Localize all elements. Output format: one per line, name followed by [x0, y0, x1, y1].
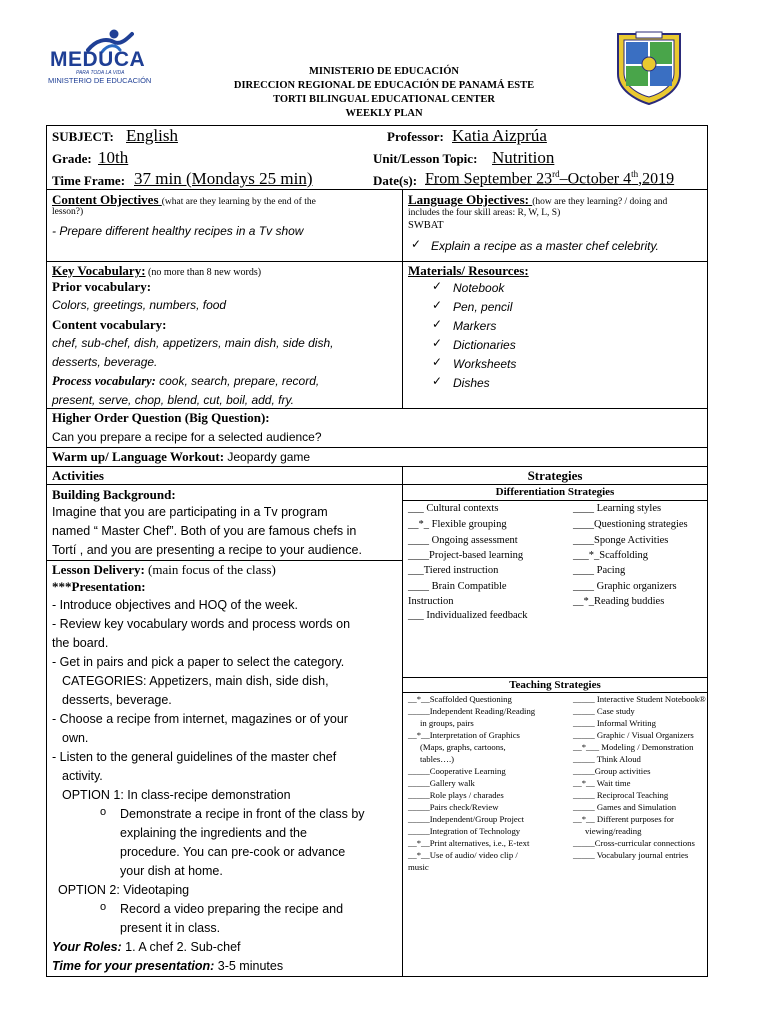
teaching-item: (Maps, graphs, cartoons, [420, 742, 506, 752]
building-line-1: Imagine that you are participating in a Tv program [52, 505, 328, 519]
professor-label: Professor: [387, 129, 444, 144]
strategies-header: Strategies [527, 468, 583, 483]
teaching-item: _____ Vocabulary journal entries [573, 850, 689, 860]
lesson-line: Record a video preparing the recipe and [120, 902, 344, 916]
lesson-line: CATEGORIES: Appetizers, main dish, side dish, [62, 674, 329, 688]
lesson-line: - Choose a recipe from internet, magazines or of your [52, 712, 348, 726]
teaching-item: __*__Scaffolded Questioning [408, 694, 512, 704]
teaching-item: _____Gallery walk [408, 778, 475, 788]
differentiation-item: ____ Ongoing assessment [408, 535, 518, 546]
lesson-line: present it in class. [120, 921, 221, 935]
teaching-title: Teaching Strategies [509, 679, 601, 691]
subject-label: SUBJECT: [52, 129, 114, 144]
logo-wordmark: MEDUCA [50, 48, 146, 71]
teaching-item: _____ Informal Writing [573, 718, 656, 728]
checkmark-icon: ✓ [432, 336, 443, 350]
bullet-o: o [100, 901, 107, 913]
differentiation-item: ____ Learning styles [573, 503, 662, 514]
lesson-line: activity. [62, 769, 103, 783]
lesson-line: the board. [52, 636, 109, 650]
header-line-1: MINISTERIO DE EDUCACIÓN [309, 66, 459, 77]
differentiation-item: ____ Brain Compatible [408, 581, 507, 592]
differentiation-item: ____ Pacing [573, 565, 626, 576]
teaching-item: __*__ Wait time [573, 778, 631, 788]
prior-vocabulary-value: Colors, greetings, numbers, food [52, 298, 227, 312]
dates-value: From September 23rd–October 4th,2019 [425, 169, 675, 188]
differentiation-item: __*_Reading buddies [573, 596, 665, 607]
content-objectives-title: Content Objectives (what are they learning by the end of the [52, 192, 316, 207]
professor-value: Katia Aizprúa [452, 126, 547, 145]
checkmark-icon: ✓ [432, 279, 443, 293]
content-objective-item: - Prepare different healthy recipes in a Tv show [52, 224, 304, 238]
lesson-line: procedure. You can pre-cook or advance [120, 845, 346, 859]
topic-value: Nutrition [492, 148, 555, 167]
lesson-line: own. [62, 731, 89, 745]
lesson-line: - Get in pairs and pick a paper to select the category. [52, 655, 345, 669]
teaching-item: _____ Think Aloud [573, 754, 641, 764]
hoq-question: Can you prepare a recipe for a selected audience? [52, 430, 322, 444]
teaching-item: __*__Print alternatives, i.e., E-text [408, 838, 530, 848]
teaching-item: _____Cross-curricular connections [573, 838, 695, 848]
roles: Your Roles: 1. A chef 2. Sub-chef [52, 940, 241, 954]
content-vocabulary-label: Content vocabulary: [52, 317, 167, 332]
differentiation-item: __*_ Flexible grouping [408, 519, 507, 530]
differentiation-item: ___Tiered instruction [408, 565, 499, 576]
content-objectives-note: lesson?) [52, 207, 84, 217]
differentiation-item: ___ Cultural contexts [408, 503, 499, 514]
language-objectives-note: includes the four skill areas: R, W, L, S) [408, 208, 561, 218]
teaching-item: _____Independent/Group Project [408, 814, 525, 824]
subject-value: English [126, 126, 178, 145]
meduca-logo [46, 28, 166, 88]
checkmark-icon: ✓ [432, 317, 443, 331]
lesson-line: - Listen to the general guidelines of the master chef [52, 750, 337, 764]
teaching-item: _____ Graphic / Visual Organizers [573, 730, 694, 740]
teaching-item: _____Group activities [573, 766, 651, 776]
checkmark-icon: ✓ [411, 237, 422, 251]
logo-tagline: PARA TODA LA VIDA [76, 70, 125, 76]
materials-item: Dishes [453, 376, 490, 390]
teaching-item: _____ Games and Simulation [573, 802, 677, 812]
language-objective-item: Explain a recipe as a master chef celebrity. [431, 239, 659, 253]
teaching-item: __*__Interpretation of Graphics [408, 730, 520, 740]
building-background-title: Building Background: [52, 487, 176, 502]
building-line-2: named “ Master Chef”. Both of you are famous chefs in [52, 524, 357, 538]
lesson-line: desserts, beverage. [62, 693, 172, 707]
building-line-3: Tortí , and you are presenting a recipe to your audience. [52, 543, 362, 557]
teaching-item: _____Pairs check/Review [408, 802, 499, 812]
presentation-time: Time for your presentation: 3-5 minutes [52, 959, 284, 973]
materials-item: Markers [453, 319, 497, 333]
language-objectives-title: Language Objectives: (how are they learning? / doing and [408, 192, 668, 207]
differentiation-item: ____ Graphic organizers [573, 581, 677, 592]
differentiation-item: ____Sponge Activities [573, 535, 669, 546]
header-line-3: TORTI BILINGUAL EDUCATIONAL CENTER [273, 94, 495, 105]
timeframe-label: Time Frame: [52, 173, 126, 188]
lesson-line: your dish at home. [120, 864, 223, 878]
teaching-item: _____Cooperative Learning [408, 766, 506, 776]
checkmark-icon: ✓ [432, 374, 443, 388]
content-vocabulary-line-2: desserts, beverage. [52, 355, 158, 369]
teaching-item: _____ Reciprocal Teaching [573, 790, 669, 800]
lesson-line: - Introduce objectives and HOQ of the week. [52, 598, 298, 612]
materials-title: Materials/ Resources: [408, 263, 529, 278]
materials-item: Notebook [453, 281, 505, 295]
differentiation-item: Instruction [408, 596, 454, 607]
teaching-item: _____Independent Reading/Reading [408, 706, 536, 716]
differentiation-title: Differentiation Strategies [495, 486, 615, 498]
content-vocabulary-line-1: chef, sub-chef, dish, appetizers, main dish, side dish, [52, 336, 334, 350]
swbat-label: SWBAT [408, 220, 444, 231]
checkmark-icon: ✓ [432, 298, 443, 312]
grade-label: Grade: [52, 151, 92, 166]
teaching-item: _____Integration of Technology [408, 826, 521, 836]
differentiation-item: ___ Individualized feedback [408, 610, 528, 621]
lesson-delivery-title: Lesson Delivery: (main focus of the class) [52, 562, 276, 577]
differentiation-item: ___*_Scaffolding [573, 550, 649, 561]
timeframe-value: 37 min (Mondays 25 min) [134, 169, 313, 188]
teaching-item: _____Role plays / charades [408, 790, 504, 800]
teaching-item: in groups, pairs [420, 718, 474, 728]
teaching-item: music [408, 862, 429, 872]
presentation-heading: ***Presentation: [52, 579, 146, 594]
materials-item: Worksheets [453, 357, 517, 371]
warmup: Warm up/ Language Workout: Jeopardy game [52, 449, 311, 464]
teaching-item: _____ Interactive Student Notebook® [573, 694, 706, 704]
checkmark-icon: ✓ [432, 355, 443, 369]
header-line-4: WEEKLY PLAN [345, 108, 423, 119]
lesson-line: OPTION 1: In class-recipe demonstration [62, 788, 291, 802]
teaching-item: tables….) [420, 754, 455, 764]
differentiation-item: ____Project-based learning [408, 550, 524, 561]
lesson-line: - Review key vocabulary words and process words on [52, 617, 351, 631]
materials-item: Dictionaries [453, 338, 516, 352]
teaching-item: _____ Case study [573, 706, 635, 716]
teaching-item: __*__ Different purposes for [573, 814, 674, 824]
prior-vocabulary-label: Prior vocabulary: [52, 279, 152, 294]
process-vocabulary: Process vocabulary: cook, search, prepare, record, [52, 374, 320, 388]
differentiation-item: ____Questioning strategies [573, 519, 688, 530]
dates-label: Date(s): [373, 173, 418, 188]
teaching-item: __*__Use of audio/ video clip / [408, 850, 518, 860]
lesson-line: Demonstrate a recipe in front of the class by [120, 807, 365, 821]
logo-subtitle: MINISTERIO DE EDUCACIÓN [48, 76, 152, 85]
header-line-2: DIRECCION REGIONAL DE EDUCACIÓN DE PANAMÁ ESTE [233, 80, 535, 91]
process-vocabulary-line-2: present, serve, chop, blend, cut, boil, add, fry. [52, 393, 294, 407]
teaching-item: __*___ Modeling / Demonstration [573, 742, 694, 752]
activities-header: Activities [52, 468, 104, 483]
teaching-item: viewing/reading [585, 826, 642, 836]
lesson-line: explaining the ingredients and the [120, 826, 307, 840]
grade-value: 10th [98, 148, 129, 167]
vocabulary-title: Key Vocabulary: (no more than 8 new words) [52, 263, 262, 278]
lesson-line: OPTION 2: Videotaping [58, 883, 190, 897]
topic-label: Unit/Lesson Topic: [373, 151, 478, 166]
bullet-o: o [100, 806, 107, 818]
hoq-title: Higher Order Question (Big Question): [52, 410, 270, 425]
materials-item: Pen, pencil [453, 300, 513, 314]
